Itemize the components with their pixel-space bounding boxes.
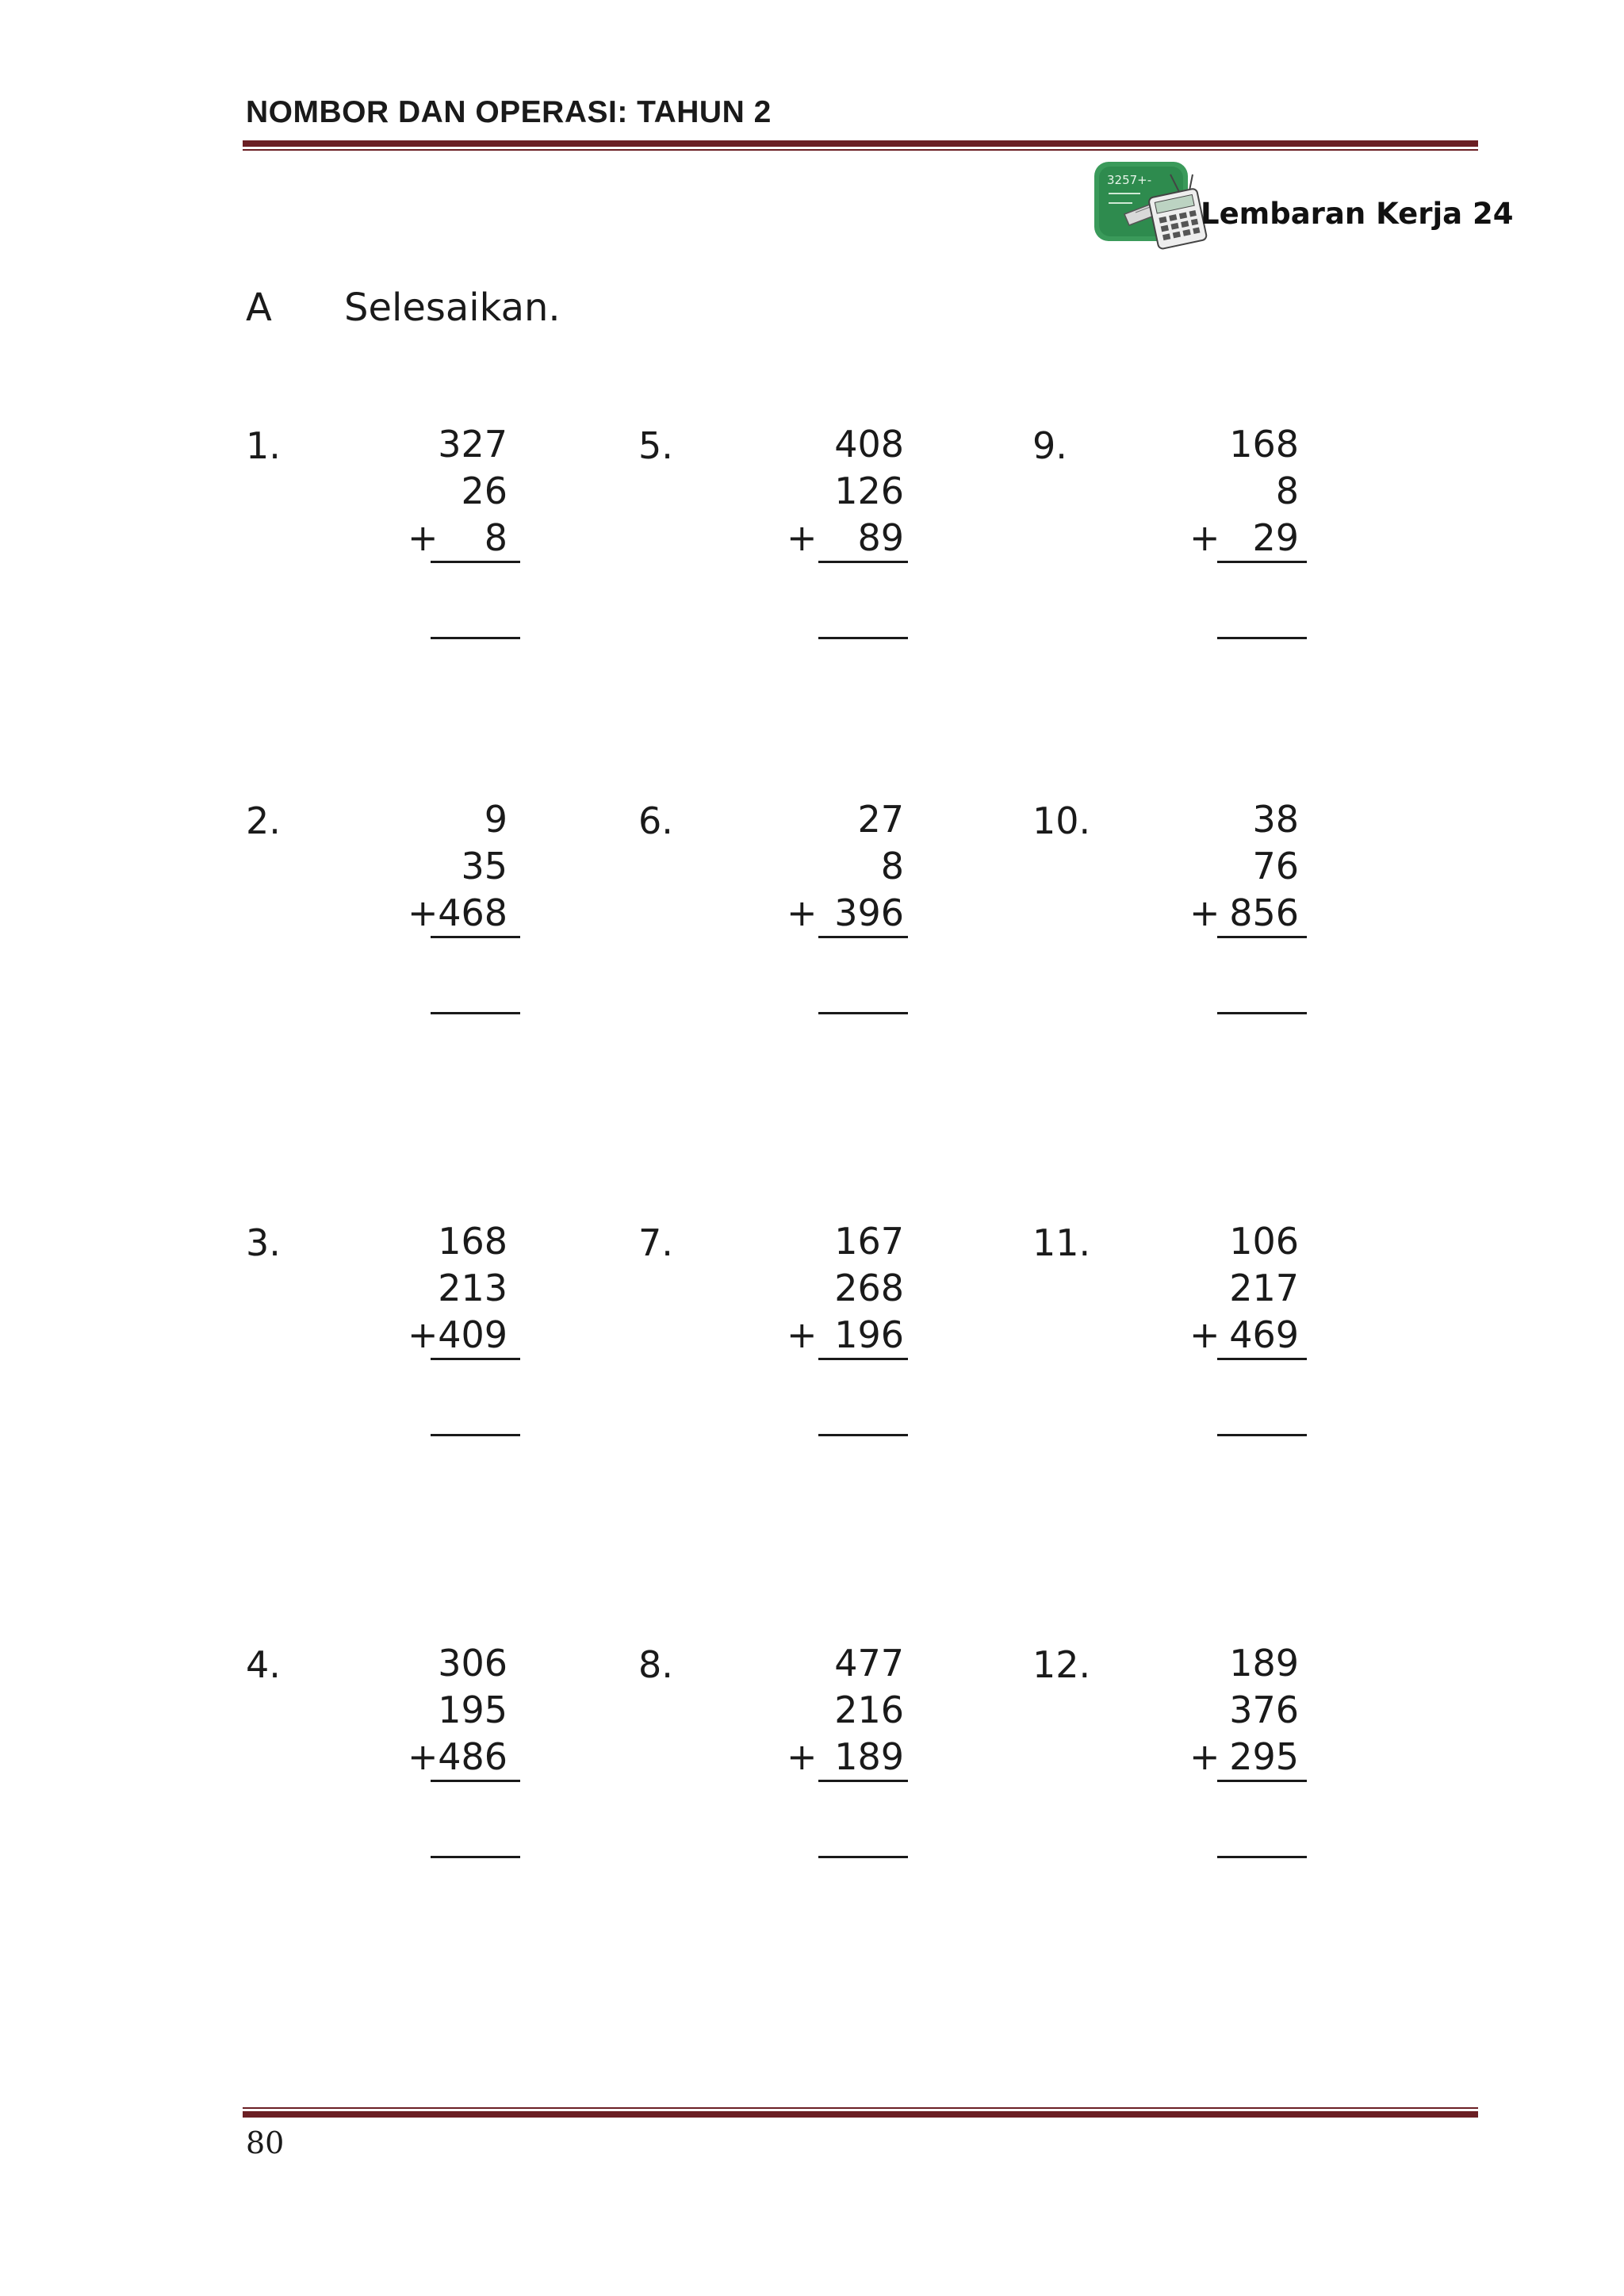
addend-1: 9 [484,798,508,841]
problem-number: 2. [246,799,281,842]
plus-sign: + [1189,1313,1220,1356]
addend-1: 168 [438,1220,508,1263]
plus-sign: + [787,891,818,934]
addend-1: 306 [438,1642,508,1685]
problem-number: 11. [1032,1221,1091,1264]
addend-2: 217 [1229,1267,1299,1309]
sum-underline [818,561,908,563]
addend-1: 38 [1252,798,1299,841]
addend-3: 196 [834,1313,904,1356]
addition-problem [1032,1221,1405,1428]
worksheet-label: Lembaran Kerja 24 [1201,197,1514,231]
addend-2: 216 [834,1688,904,1731]
addend-2: 376 [1229,1688,1299,1731]
addition-problem [1032,424,1405,631]
addend-3: 409 [438,1313,508,1356]
problem-number: 12. [1032,1643,1091,1686]
addend-3: 856 [1229,891,1299,934]
problem-number: 4. [246,1643,281,1686]
addend-3: 469 [1229,1313,1299,1356]
addition-problem [246,799,619,1006]
problem-number: 9. [1032,424,1067,467]
addition-problem [638,1221,1011,1428]
addend-2: 76 [1252,845,1299,887]
plus-sign: + [1189,891,1220,934]
sum-underline [818,1780,908,1782]
addend-2: 8 [880,845,904,887]
problem-number: 8. [638,1643,673,1686]
sum-underline [818,936,908,938]
answer-blank[interactable] [431,1012,520,1014]
problem-number: 1. [246,424,281,467]
answer-blank[interactable] [818,637,908,639]
plus-sign: + [408,1735,439,1778]
addend-3: 29 [1252,516,1299,559]
plus-sign: + [787,1735,818,1778]
addend-1: 327 [438,423,508,466]
header-title: NOMBOR DAN OPERASI: TAHUN 2 [246,95,772,129]
calculator-chalkboard-icon [1093,159,1212,255]
page-number: 80 [246,2125,285,2160]
problem-number: 6. [638,799,673,842]
problem-number: 5. [638,424,673,467]
addend-2: 195 [438,1688,508,1731]
addend-2: 8 [1275,470,1299,512]
addend-2: 35 [461,845,508,887]
problem-number: 7. [638,1221,673,1264]
answer-blank[interactable] [431,637,520,639]
problem-number: 3. [246,1221,281,1264]
addend-2: 126 [834,470,904,512]
problem-number: 10. [1032,799,1091,842]
sum-underline [431,1358,520,1360]
addend-3: 89 [857,516,904,559]
plus-sign: + [1189,1735,1220,1778]
plus-sign: + [787,1313,818,1356]
answer-blank[interactable] [431,1434,520,1436]
addend-3: 486 [438,1735,508,1778]
addition-problem [638,1643,1011,1849]
sum-underline [431,936,520,938]
addend-3: 468 [438,891,508,934]
sum-underline [1217,1358,1307,1360]
addition-problem [1032,799,1405,1006]
answer-blank[interactable] [818,1434,908,1436]
header-rule [243,140,1478,151]
plus-sign: + [787,516,818,559]
addend-3: 8 [484,516,508,559]
answer-blank[interactable] [1217,637,1307,639]
addend-3: 396 [834,891,904,934]
addend-2: 26 [461,470,508,512]
addend-1: 167 [834,1220,904,1263]
addend-1: 106 [1229,1220,1299,1263]
plus-sign: + [408,891,439,934]
addition-problem [638,799,1011,1006]
addend-1: 27 [857,798,904,841]
plus-sign: + [408,1313,439,1356]
sum-underline [431,1780,520,1782]
answer-blank[interactable] [431,1856,520,1858]
addition-problem [246,1221,619,1428]
answer-blank[interactable] [1217,1434,1307,1436]
plus-sign: + [1189,516,1220,559]
addend-1: 408 [834,423,904,466]
footer-rule [243,2107,1478,2118]
sum-underline [1217,561,1307,563]
addend-2: 213 [438,1267,508,1309]
addend-2: 268 [834,1267,904,1309]
addition-problem [1032,1643,1405,1849]
section-instruction: Selesaikan. [344,286,561,330]
addend-3: 295 [1229,1735,1299,1778]
addend-1: 477 [834,1642,904,1685]
sum-underline [431,561,520,563]
addition-problem [246,424,619,631]
answer-blank[interactable] [1217,1856,1307,1858]
addition-problem [638,424,1011,631]
answer-blank[interactable] [1217,1012,1307,1014]
answer-blank[interactable] [818,1856,908,1858]
answer-blank[interactable] [818,1012,908,1014]
addend-1: 168 [1229,423,1299,466]
sum-underline [818,1358,908,1360]
addition-problem [246,1643,619,1849]
sum-underline [1217,936,1307,938]
addend-3: 189 [834,1735,904,1778]
section-letter: A [246,286,272,330]
sum-underline [1217,1780,1307,1782]
svg-text:3257+-: 3257+- [1107,173,1152,187]
addend-1: 189 [1229,1642,1299,1685]
plus-sign: + [408,516,439,559]
